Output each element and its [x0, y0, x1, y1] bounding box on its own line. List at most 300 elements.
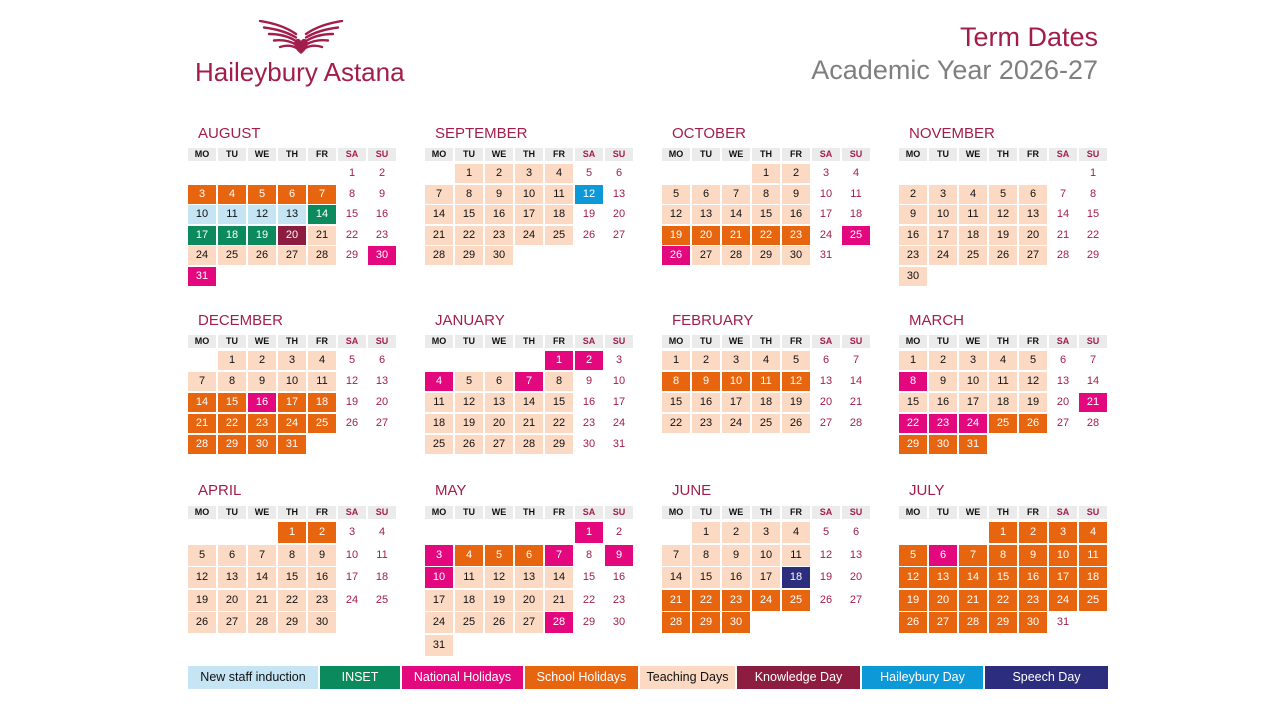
weekday-header-tu: TU — [692, 335, 720, 348]
empty-cell — [515, 351, 543, 370]
page-title: Term Dates — [959, 22, 1098, 52]
day-cell: 7 — [662, 545, 690, 566]
empty-cell — [218, 164, 246, 183]
day-cell: 31 — [819, 249, 833, 261]
day-cell: 12 — [662, 205, 690, 224]
day-cell: 20 — [1019, 226, 1047, 245]
weekday-header-sa: SA — [812, 335, 840, 348]
day-cell: 19 — [345, 396, 359, 408]
month-title: DECEMBER — [198, 312, 284, 329]
day-cell: 14 — [959, 567, 987, 588]
day-cell: 24 — [278, 414, 306, 433]
day-cell: 3 — [278, 351, 306, 370]
month-november — [899, 125, 1107, 286]
day-cell: 9 — [308, 545, 336, 566]
day-cell: 11 — [308, 372, 336, 391]
weekday-header-sa: SA — [575, 506, 603, 519]
day-cell: 15 — [752, 205, 780, 224]
day-cell: 27 — [849, 593, 863, 606]
weekday-header-row — [662, 148, 870, 161]
day-cell: 21 — [308, 226, 336, 245]
day-cell: 30 — [899, 267, 927, 286]
weekday-header-we: WE — [722, 506, 750, 519]
empty-cell — [1049, 164, 1077, 183]
weekday-header-mo: MO — [662, 335, 690, 348]
weekday-header-tu: TU — [218, 506, 246, 519]
day-cell: 17 — [278, 393, 306, 412]
weekday-header-mo: MO — [188, 335, 216, 348]
day-cell: 18 — [782, 567, 810, 588]
weekday-header-mo: MO — [425, 148, 453, 161]
day-cell: 8 — [455, 185, 483, 204]
day-cell: 2 — [782, 164, 810, 183]
day-cell: 17 — [188, 226, 216, 245]
day-cell: 4 — [752, 351, 780, 370]
day-cell: 12 — [575, 185, 603, 204]
day-cell: 9 — [378, 187, 386, 200]
weekday-header-sa: SA — [575, 335, 603, 348]
day-cell: 16 — [782, 205, 810, 224]
day-cell: 25 — [425, 435, 453, 454]
weekday-header-mo: MO — [899, 148, 927, 161]
day-cell: 2 — [1019, 522, 1047, 543]
legend-item-speech-day — [985, 666, 1108, 689]
weekday-header-we: WE — [248, 335, 276, 348]
day-cell: 5 — [822, 526, 830, 538]
weekday-header-th: TH — [515, 506, 543, 519]
day-grid — [899, 164, 1107, 286]
day-cell: 23 — [248, 414, 276, 433]
day-cell: 27 — [278, 246, 306, 265]
day-cell: 2 — [615, 526, 623, 538]
month-march — [899, 312, 1107, 454]
day-cell: 4 — [1079, 522, 1107, 543]
wings-heart-icon — [258, 20, 344, 56]
empty-cell — [188, 351, 216, 370]
empty-cell — [278, 164, 306, 183]
day-cell: 7 — [959, 545, 987, 566]
day-cell: 14 — [545, 567, 573, 588]
day-cell: 21 — [849, 396, 863, 408]
day-cell: 28 — [248, 612, 276, 633]
day-cell: 6 — [615, 167, 623, 179]
weekday-header-su: SU — [1079, 506, 1107, 519]
day-cell: 16 — [582, 396, 596, 408]
legend-label: Knowledge Day — [754, 670, 843, 684]
day-cell: 6 — [692, 185, 720, 204]
day-cell: 23 — [1019, 590, 1047, 611]
month-title: MARCH — [909, 312, 964, 329]
empty-cell — [662, 164, 690, 183]
day-cell: 25 — [752, 414, 780, 433]
day-cell: 13 — [278, 205, 306, 224]
month-title: JANUARY — [435, 312, 505, 329]
day-cell: 5 — [485, 545, 513, 566]
day-cell: 28 — [425, 246, 453, 265]
legend-label: Speech Day — [1012, 670, 1081, 684]
month-title: JULY — [909, 482, 945, 499]
legend-label: National Holidays — [413, 670, 512, 684]
day-cell: 13 — [849, 548, 863, 561]
day-cell: 27 — [612, 228, 626, 241]
day-cell: 25 — [375, 593, 389, 606]
day-cell: 18 — [425, 414, 453, 433]
day-cell: 7 — [515, 372, 543, 391]
month-title: MAY — [435, 482, 467, 499]
day-cell: 7 — [722, 185, 750, 204]
month-june — [662, 482, 870, 633]
day-cell: 20 — [485, 414, 513, 433]
weekday-header-th: TH — [278, 335, 306, 348]
day-cell: 20 — [612, 208, 626, 220]
weekday-header-we: WE — [485, 148, 513, 161]
day-cell: 10 — [278, 372, 306, 391]
weekday-header-th: TH — [752, 506, 780, 519]
day-cell: 27 — [819, 417, 833, 429]
day-cell: 24 — [612, 417, 626, 429]
day-cell: 11 — [959, 205, 987, 224]
day-cell: 17 — [819, 208, 833, 220]
day-cell: 26 — [485, 612, 513, 633]
empty-cell — [485, 522, 513, 543]
month-title: AUGUST — [198, 125, 261, 142]
empty-cell — [662, 522, 690, 543]
day-cell: 1 — [989, 522, 1017, 543]
day-cell: 14 — [248, 567, 276, 588]
day-cell: 6 — [822, 354, 830, 366]
day-cell: 19 — [1019, 393, 1047, 412]
day-cell: 31 — [425, 635, 453, 656]
day-cell: 3 — [615, 354, 623, 366]
day-cell: 23 — [782, 226, 810, 245]
month-title: NOVEMBER — [909, 125, 995, 142]
day-cell: 18 — [308, 393, 336, 412]
empty-cell — [1019, 164, 1047, 183]
empty-cell — [515, 522, 543, 543]
day-cell: 29 — [278, 612, 306, 633]
day-cell: 4 — [308, 351, 336, 370]
day-cell: 10 — [612, 375, 626, 387]
day-cell: 6 — [278, 185, 306, 204]
weekday-header-mo: MO — [188, 506, 216, 519]
day-cell: 20 — [278, 226, 306, 245]
weekday-header-su: SU — [605, 335, 633, 348]
weekday-header-su: SU — [368, 148, 396, 161]
day-cell: 22 — [692, 590, 720, 611]
day-cell: 24 — [819, 228, 833, 241]
weekday-header-tu: TU — [929, 506, 957, 519]
weekday-header-su: SU — [842, 335, 870, 348]
day-cell: 5 — [248, 185, 276, 204]
day-cell: 1 — [752, 164, 780, 183]
day-cell: 30 — [612, 616, 626, 629]
day-cell: 30 — [722, 612, 750, 633]
legend-item-school-holidays — [525, 666, 638, 689]
weekday-header-we: WE — [722, 148, 750, 161]
day-cell: 14 — [515, 393, 543, 412]
weekday-header-fr: FR — [1019, 335, 1047, 348]
legend — [188, 666, 1108, 689]
day-cell: 15 — [278, 567, 306, 588]
weekday-header-row — [188, 506, 396, 519]
day-cell: 25 — [218, 246, 246, 265]
day-cell: 31 — [188, 267, 216, 286]
day-cell: 8 — [662, 372, 690, 391]
day-cell: 26 — [455, 435, 483, 454]
weekday-header-mo: MO — [899, 506, 927, 519]
day-cell: 13 — [375, 375, 389, 387]
day-cell: 14 — [662, 567, 690, 588]
day-cell: 17 — [515, 205, 543, 224]
day-cell: 20 — [218, 590, 246, 611]
day-cell: 9 — [929, 372, 957, 391]
legend-item-inset — [320, 666, 400, 689]
day-cell: 20 — [819, 396, 833, 408]
day-cell: 1 — [662, 351, 690, 370]
day-cell: 3 — [425, 545, 453, 566]
day-cell: 28 — [515, 435, 543, 454]
day-cell: 6 — [1059, 354, 1067, 366]
day-cell: 5 — [455, 372, 483, 391]
empty-cell — [425, 351, 453, 370]
day-cell: 4 — [782, 522, 810, 543]
day-cell: 20 — [929, 590, 957, 611]
weekday-header-th: TH — [515, 148, 543, 161]
weekday-header-row — [188, 335, 396, 348]
weekday-header-row — [662, 506, 870, 519]
day-cell: 7 — [188, 372, 216, 391]
empty-cell — [308, 164, 336, 183]
weekday-header-row — [899, 335, 1107, 348]
day-cell: 6 — [515, 545, 543, 566]
day-cell: 6 — [378, 354, 386, 366]
day-grid — [662, 164, 870, 265]
day-cell: 29 — [582, 616, 596, 629]
day-cell: 18 — [959, 226, 987, 245]
day-cell: 13 — [612, 187, 626, 200]
day-cell: 25 — [545, 226, 573, 245]
weekday-header-row — [662, 335, 870, 348]
day-cell: 9 — [605, 545, 633, 566]
weekday-header-mo: MO — [662, 148, 690, 161]
weekday-header-we: WE — [722, 335, 750, 348]
day-cell: 11 — [1079, 545, 1107, 566]
month-title: OCTOBER — [672, 125, 746, 142]
day-cell: 9 — [692, 372, 720, 391]
day-cell: 10 — [515, 185, 543, 204]
day-cell: 8 — [278, 545, 306, 566]
month-december — [188, 312, 396, 454]
day-cell: 6 — [1019, 185, 1047, 204]
day-cell: 21 — [662, 590, 690, 611]
day-cell: 30 — [368, 246, 396, 265]
day-cell: 16 — [308, 567, 336, 588]
month-october — [662, 125, 870, 265]
day-cell: 14 — [849, 375, 863, 387]
day-cell: 8 — [218, 372, 246, 391]
day-cell: 30 — [582, 438, 596, 450]
weekday-header-we: WE — [959, 506, 987, 519]
day-cell: 21 — [1079, 393, 1107, 412]
day-cell: 23 — [722, 590, 750, 611]
weekday-header-row — [425, 335, 633, 348]
day-cell: 18 — [545, 205, 573, 224]
day-cell: 7 — [425, 185, 453, 204]
day-cell: 22 — [989, 590, 1017, 611]
day-cell: 15 — [345, 208, 359, 220]
day-cell: 22 — [752, 226, 780, 245]
weekday-header-th: TH — [989, 506, 1017, 519]
day-cell: 10 — [1049, 545, 1077, 566]
empty-cell — [692, 164, 720, 183]
legend-label: New staff induction — [200, 670, 306, 684]
legend-item-national-holidays — [402, 666, 523, 689]
weekday-header-su: SU — [605, 506, 633, 519]
day-cell: 16 — [1019, 567, 1047, 588]
day-grid — [188, 522, 396, 633]
weekday-header-row — [425, 148, 633, 161]
day-cell: 2 — [899, 185, 927, 204]
day-cell: 6 — [218, 545, 246, 566]
weekday-header-fr: FR — [782, 148, 810, 161]
day-cell: 25 — [782, 590, 810, 611]
day-cell: 30 — [308, 612, 336, 633]
day-cell: 4 — [959, 185, 987, 204]
day-cell: 1 — [692, 522, 720, 543]
day-cell: 31 — [1056, 616, 1070, 629]
day-cell: 10 — [188, 205, 216, 224]
month-september — [425, 125, 633, 265]
weekday-header-row — [425, 506, 633, 519]
day-cell: 14 — [425, 205, 453, 224]
weekday-header-we: WE — [485, 335, 513, 348]
day-cell: 24 — [722, 414, 750, 433]
day-cell: 10 — [345, 548, 359, 561]
legend-label: INSET — [341, 670, 379, 684]
day-cell: 17 — [345, 571, 359, 584]
month-august — [188, 125, 396, 286]
empty-cell — [959, 164, 987, 183]
day-cell: 1 — [348, 167, 356, 179]
day-cell: 7 — [1059, 187, 1067, 200]
day-grid — [425, 351, 633, 454]
day-cell: 20 — [1056, 396, 1070, 408]
day-cell: 28 — [308, 246, 336, 265]
day-cell: 8 — [899, 372, 927, 391]
day-cell: 17 — [425, 590, 453, 611]
day-cell: 24 — [345, 593, 359, 606]
weekday-header-su: SU — [368, 335, 396, 348]
day-cell: 6 — [929, 545, 957, 566]
day-cell: 23 — [308, 590, 336, 611]
day-cell: 20 — [375, 396, 389, 408]
empty-cell — [425, 522, 453, 543]
weekday-header-fr: FR — [1019, 506, 1047, 519]
day-cell: 10 — [752, 545, 780, 566]
day-cell: 30 — [929, 435, 957, 454]
empty-cell — [485, 351, 513, 370]
month-may — [425, 482, 633, 656]
day-cell: 26 — [582, 228, 596, 241]
day-cell: 29 — [1086, 249, 1100, 261]
empty-cell — [188, 164, 216, 183]
day-cell: 17 — [752, 567, 780, 588]
day-cell: 23 — [899, 246, 927, 265]
day-cell: 21 — [722, 226, 750, 245]
day-cell: 2 — [929, 351, 957, 370]
day-cell: 11 — [782, 545, 810, 566]
day-cell: 16 — [375, 208, 389, 220]
day-cell: 23 — [692, 414, 720, 433]
day-cell: 14 — [1056, 208, 1070, 220]
day-cell: 4 — [455, 545, 483, 566]
day-cell: 29 — [455, 246, 483, 265]
month-january — [425, 312, 633, 454]
weekday-header-mo: MO — [662, 506, 690, 519]
day-cell: 15 — [989, 567, 1017, 588]
day-cell: 2 — [378, 167, 386, 179]
day-grid — [662, 351, 870, 433]
weekday-header-we: WE — [485, 506, 513, 519]
day-cell: 14 — [1086, 375, 1100, 387]
day-cell: 13 — [218, 567, 246, 588]
day-cell: 27 — [375, 417, 389, 429]
day-cell: 26 — [188, 612, 216, 633]
day-cell: 29 — [989, 612, 1017, 633]
day-cell: 23 — [612, 593, 626, 606]
day-cell: 10 — [425, 567, 453, 588]
day-cell: 18 — [752, 393, 780, 412]
weekday-header-th: TH — [989, 335, 1017, 348]
weekday-header-fr: FR — [308, 335, 336, 348]
legend-item-knowledge-day — [737, 666, 860, 689]
day-cell: 1 — [899, 351, 927, 370]
day-cell: 8 — [692, 545, 720, 566]
day-cell: 18 — [375, 571, 389, 584]
day-cell: 25 — [989, 414, 1017, 433]
day-cell: 5 — [188, 545, 216, 566]
day-cell: 4 — [989, 351, 1017, 370]
day-cell: 12 — [345, 375, 359, 387]
day-cell: 22 — [662, 414, 690, 433]
day-cell: 8 — [585, 548, 593, 561]
day-cell: 22 — [455, 226, 483, 245]
day-cell: 4 — [218, 185, 246, 204]
day-cell: 11 — [850, 187, 862, 200]
day-cell: 25 — [959, 246, 987, 265]
school-name-logo: Haileybury Astana — [195, 57, 405, 87]
day-cell: 18 — [1079, 567, 1107, 588]
day-cell: 28 — [188, 435, 216, 454]
day-cell: 3 — [929, 185, 957, 204]
day-cell: 30 — [782, 246, 810, 265]
day-cell: 17 — [929, 226, 957, 245]
day-cell: 9 — [722, 545, 750, 566]
weekday-header-mo: MO — [425, 335, 453, 348]
day-cell: 26 — [899, 612, 927, 633]
day-cell: 9 — [485, 185, 513, 204]
day-cell: 13 — [485, 393, 513, 412]
legend-item-teaching-days — [640, 666, 735, 689]
day-cell: 19 — [662, 226, 690, 245]
day-cell: 18 — [849, 208, 863, 220]
day-cell: 12 — [248, 205, 276, 224]
weekday-header-th: TH — [278, 506, 306, 519]
day-cell: 7 — [248, 545, 276, 566]
day-cell: 15 — [455, 205, 483, 224]
day-cell: 28 — [545, 612, 573, 633]
day-cell: 13 — [1019, 205, 1047, 224]
